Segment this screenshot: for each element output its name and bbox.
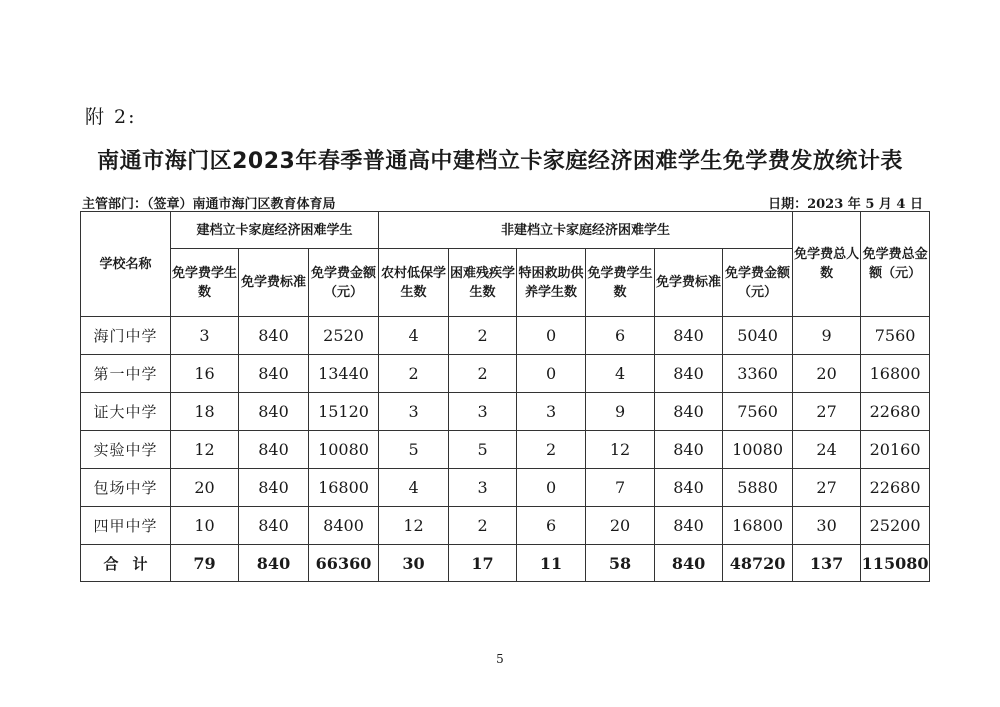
- total-cell: 11: [517, 545, 586, 582]
- table-cell: 16800: [861, 355, 930, 393]
- table-cell: 5: [449, 431, 517, 469]
- table-cell: 840: [655, 469, 723, 507]
- table-row: [81, 431, 930, 469]
- total-cell: 30: [379, 545, 449, 582]
- table-cell: 3360: [723, 355, 793, 393]
- total-cell: 17: [449, 545, 517, 582]
- table-row: [81, 507, 930, 545]
- table-cell: 3: [171, 317, 239, 355]
- table-cell: 27: [793, 469, 861, 507]
- table-cell: 840: [239, 431, 309, 469]
- table-cell: 20: [586, 507, 655, 545]
- table-cell: 0: [517, 469, 586, 507]
- total-cell: 66360: [309, 545, 379, 582]
- school-name: 第一中学: [81, 355, 171, 393]
- table-cell: 3: [449, 393, 517, 431]
- school-name: 四甲中学: [81, 507, 171, 545]
- table-cell: 840: [655, 507, 723, 545]
- table-cell: 16: [171, 355, 239, 393]
- total-cell: 115080: [861, 545, 930, 582]
- table-cell: 2: [449, 355, 517, 393]
- table-cell: 13440: [309, 355, 379, 393]
- table-cell: 24: [793, 431, 861, 469]
- table-cell: 12: [171, 431, 239, 469]
- table-cell: 840: [239, 507, 309, 545]
- table-cell: 5040: [723, 317, 793, 355]
- table-cell: 6: [586, 317, 655, 355]
- table-cell: 840: [655, 355, 723, 393]
- table-cell: 27: [793, 393, 861, 431]
- header-disabled: 困难残疾学生数: [449, 249, 517, 317]
- header-group-non-registered: 非建档立卡家庭经济困难学生: [379, 212, 793, 249]
- header-school-name: 学校名称: [81, 212, 171, 317]
- table-cell: 3: [517, 393, 586, 431]
- table-cell: 840: [655, 393, 723, 431]
- total-cell: 48720: [723, 545, 793, 582]
- table-cell: 840: [239, 469, 309, 507]
- table-cell: 0: [517, 317, 586, 355]
- header-group-registered: 建档立卡家庭经济困难学生: [171, 212, 379, 249]
- table-cell: 22680: [861, 469, 930, 507]
- table-cell: 2: [517, 431, 586, 469]
- table-cell: 5: [379, 431, 449, 469]
- table-cell: 10080: [723, 431, 793, 469]
- total-cell: 79: [171, 545, 239, 582]
- table-cell: 18: [171, 393, 239, 431]
- table-cell: 3: [379, 393, 449, 431]
- header-reg-amount: 免学费金额（元）: [309, 249, 379, 317]
- total-cell: 840: [239, 545, 309, 582]
- table-cell: 30: [793, 507, 861, 545]
- table-row: [81, 469, 930, 507]
- header-total-students: 免学费总人数: [793, 212, 861, 317]
- table-cell: 2: [379, 355, 449, 393]
- table-cell: 22680: [861, 393, 930, 431]
- header-reg-students: 免学费学生数: [171, 249, 239, 317]
- table-cell: 7560: [861, 317, 930, 355]
- total-row: [81, 545, 930, 582]
- header-non-students: 免学费学生数: [586, 249, 655, 317]
- table-cell: 4: [379, 469, 449, 507]
- table-cell: 840: [655, 431, 723, 469]
- school-name: 海门中学: [81, 317, 171, 355]
- table-cell: 4: [586, 355, 655, 393]
- table-cell: 9: [793, 317, 861, 355]
- school-name: 证大中学: [81, 393, 171, 431]
- table-cell: 4: [379, 317, 449, 355]
- table-cell: 6: [517, 507, 586, 545]
- table-cell: 0: [517, 355, 586, 393]
- table-cell: 840: [239, 393, 309, 431]
- table-row: [81, 355, 930, 393]
- total-label: 合计: [81, 545, 171, 582]
- table-cell: 5880: [723, 469, 793, 507]
- school-name: 实验中学: [81, 431, 171, 469]
- table-cell: 10: [171, 507, 239, 545]
- table-cell: 7: [586, 469, 655, 507]
- table-cell: 9: [586, 393, 655, 431]
- table-cell: 16800: [309, 469, 379, 507]
- table-cell: 2520: [309, 317, 379, 355]
- table-cell: 20: [793, 355, 861, 393]
- header-non-amount: 免学费金额（元）: [723, 249, 793, 317]
- total-cell: 840: [655, 545, 723, 582]
- table-cell: 16800: [723, 507, 793, 545]
- table-cell: 7560: [723, 393, 793, 431]
- table-cell: 3: [449, 469, 517, 507]
- table-row: [81, 317, 930, 355]
- page-number: 5: [496, 652, 504, 666]
- header-extreme-poor: 特困救助供养学生数: [517, 249, 586, 317]
- total-cell: 137: [793, 545, 861, 582]
- table-cell: 25200: [861, 507, 930, 545]
- table-cell: 840: [239, 355, 309, 393]
- table-cell: 12: [586, 431, 655, 469]
- table-cell: 8400: [309, 507, 379, 545]
- table-cell: 12: [379, 507, 449, 545]
- header-non-standard: 免学费标准: [655, 249, 723, 317]
- table-cell: 840: [239, 317, 309, 355]
- total-cell: 58: [586, 545, 655, 582]
- table-cell: 15120: [309, 393, 379, 431]
- statistics-table: [80, 211, 930, 582]
- school-name: 包场中学: [81, 469, 171, 507]
- table-cell: 10080: [309, 431, 379, 469]
- header-rural-low: 农村低保学生数: [379, 249, 449, 317]
- header-total-amount: 免学费总金额（元）: [861, 212, 930, 317]
- page-title: 南通市海门区2023年春季普通高中建档立卡家庭经济困难学生免学费发放统计表: [97, 149, 903, 174]
- table-cell: 2: [449, 507, 517, 545]
- table-cell: 840: [655, 317, 723, 355]
- header-reg-standard: 免学费标准: [239, 249, 309, 317]
- attachment-label: 附 2:: [85, 106, 137, 128]
- table-cell: 20: [171, 469, 239, 507]
- table-cell: 2: [449, 317, 517, 355]
- authority-line: 主管部门：（签章）南通市海门区教育体育局: [82, 197, 336, 212]
- date-line: 日期：2023 年 5 月 4 日: [768, 197, 923, 212]
- table-cell: 20160: [861, 431, 930, 469]
- table-row: [81, 393, 930, 431]
